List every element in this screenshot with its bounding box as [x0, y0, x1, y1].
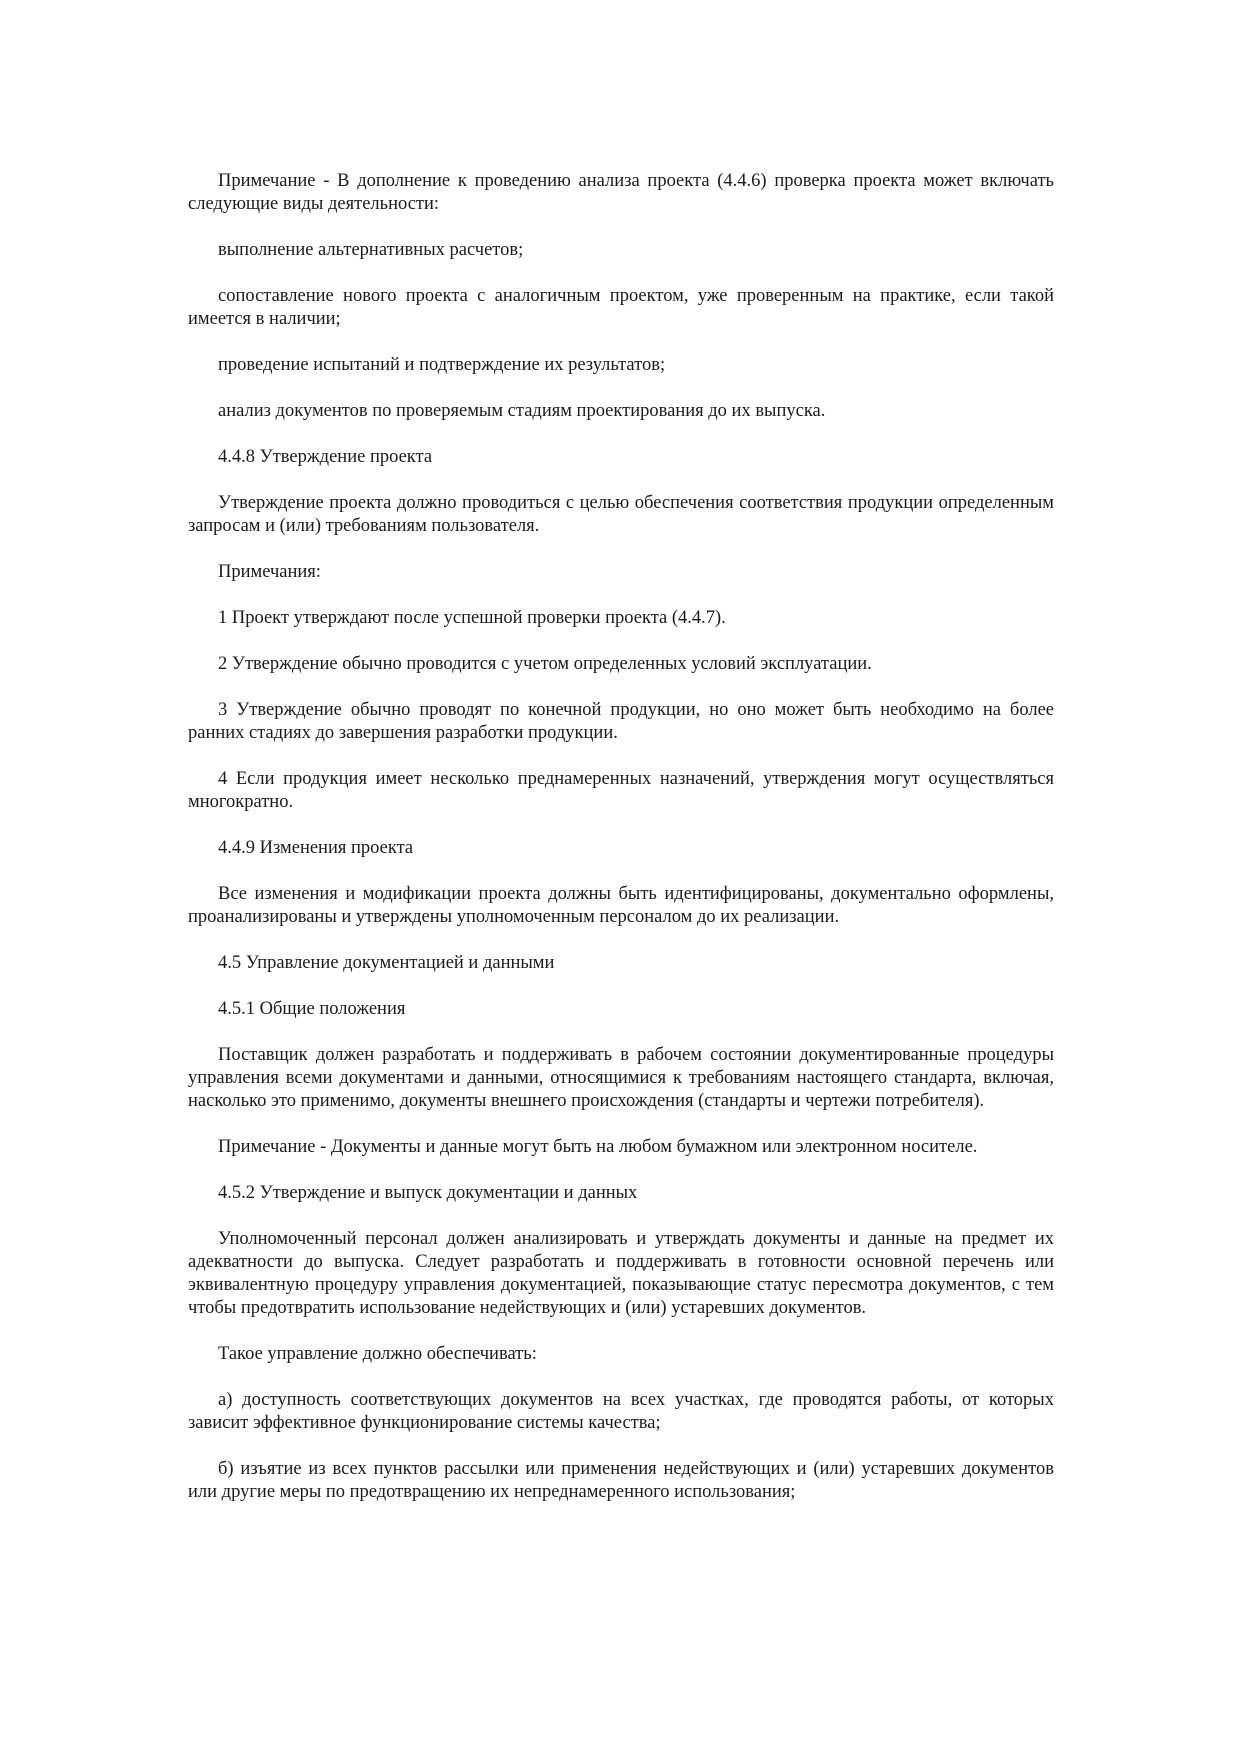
list-item: б) изъятие из всех пунктов рассылки или применения недействующих и (или) устаревших документов или другие меры по предотвращению их непреднамеренного использования; [188, 1459, 1054, 1502]
note-paragraph: Примечание - Документы и данные могут быть на любом бумажном или электронном носителе. [218, 1137, 978, 1157]
list-item: анализ документов по проверяемым стадиям проектирования до их выпуска. [218, 401, 826, 421]
section-heading: 4.4.8 Утверждение проекта [218, 447, 433, 467]
note-paragraph: Примечание - В дополнение к проведению анализа проекта (4.4.6) проверка проекта может включать следующие виды деятельности: [188, 171, 1054, 214]
body-paragraph: Уполномоченный персонал должен анализировать и утверждать документы и данные на предмет их адекватности до выпуска. Следует разработать и поддерживать в готовности основной перечень или эквивалентную процедуру управления документацией, показывающие статус пересмотра документов, с тем чтобы предотвратить использование недействующих и (или) устаревших документов. [188, 1229, 1054, 1318]
section-heading: 4.4.9 Изменения проекта [218, 838, 414, 858]
note-item: 2 Утверждение обычно проводится с учетом определенных условий эксплуатации. [218, 654, 872, 674]
body-paragraph: Все изменения и модификации проекта должны быть идентифицированы, документально оформлены, проанализированы и утверждены уполномоченным персоналом до их реализации. [188, 884, 1054, 927]
note-item: 1 Проект утверждают после успешной проверки проекта (4.4.7). [218, 608, 726, 628]
body-paragraph: Поставщик должен разработать и поддерживать в рабочем состоянии документированные процедуры управления всеми документами и данными, относящимися к требованиям настоящего стандарта, включая, насколько это применимо, документы внешнего происхождения (стандарты и чертежи потребителя). [188, 1045, 1054, 1111]
body-paragraph: Утверждение проекта должно проводиться с целью обеспечения соответствия продукции определенным запросам и (или) требованиям пользователя. [188, 493, 1054, 536]
note-item: 4 Если продукция имеет несколько преднамеренных назначений, утверждения могут осуществляться многократно. [188, 769, 1054, 812]
section-heading: 4.5 Управление документацией и данными [218, 953, 555, 973]
notes-heading: Примечания: [218, 562, 321, 582]
list-item: выполнение альтернативных расчетов; [218, 240, 524, 260]
body-paragraph: Такое управление должно обеспечивать: [218, 1344, 537, 1364]
note-item: 3 Утверждение обычно проводят по конечной продукции, но оно может быть необходимо на более ранних стадиях до завершения разработки продукции. [188, 700, 1054, 743]
list-item: сопоставление нового проекта с аналогичным проектом, уже проверенным на практике, если такой имеется в наличии; [188, 286, 1054, 329]
section-heading: 4.5.1 Общие положения [218, 999, 406, 1019]
section-heading: 4.5.2 Утверждение и выпуск документации и данных [218, 1183, 638, 1203]
list-item: а) доступность соответствующих документов на всех участках, где проводятся работы, от которых зависит эффективное функционирование системы качества; [188, 1390, 1054, 1433]
document-page [188, 170, 1054, 1527]
list-item: проведение испытаний и подтверждение их результатов; [218, 355, 666, 375]
